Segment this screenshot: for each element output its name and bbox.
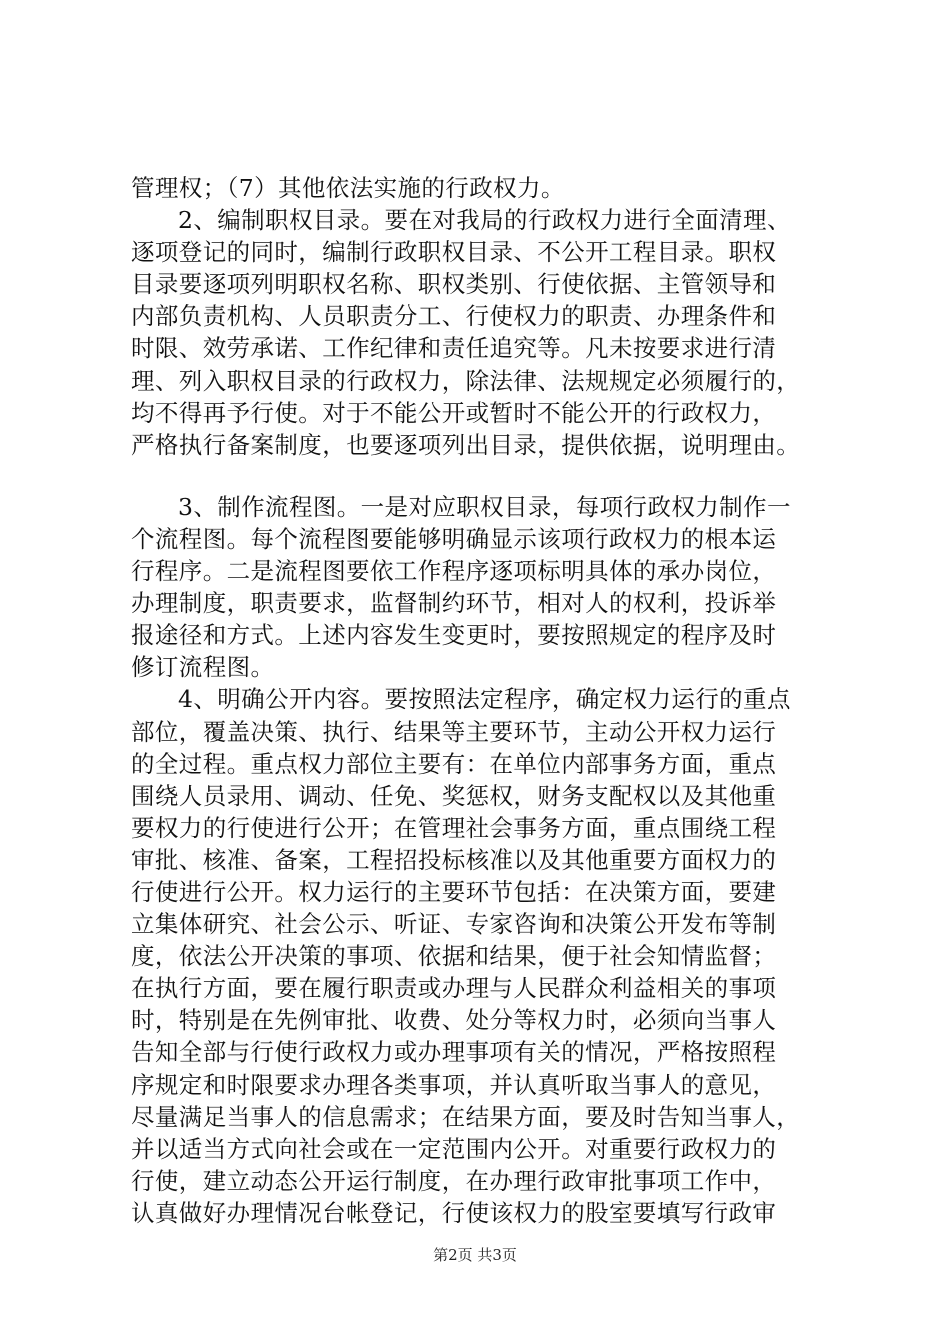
paragraph xyxy=(131,204,845,461)
text-line: 目录要逐项列明职权名称、职权类别、行使依据、主管领导和 xyxy=(131,270,777,299)
text-line: 3、制作流程图。一是对应职权目录，每项行政权力制作一 xyxy=(178,492,791,521)
text-line: 管理权；（7）其他依法实施的行政权力。 xyxy=(131,174,565,202)
text-line: 认真做好办理情况台帐登记，行使该权力的股室要填写行政审 xyxy=(131,1198,777,1227)
text-line: 时限、效劳承诺、工作纪律和责任追究等。凡未按要求进行清 xyxy=(131,334,777,363)
text-line: 办理制度，职责要求，监督制约环节，相对人的权利，投诉举 xyxy=(131,589,777,618)
text-line: 要权力的行使进行公开；在管理社会事务方面，重点围绕工程 xyxy=(131,813,777,842)
text-line: 审批、核准、备案，工程招投标核准以及其他重要方面权力的 xyxy=(131,845,777,874)
text-line: 4、明确公开内容。要按照法定程序，确定权力运行的重点 xyxy=(178,685,791,714)
text-line: 严格执行备案制度，也要逐项列出目录，提供依据，说明理由。 xyxy=(131,430,801,459)
text-line: 尽量满足当事人的信息需求；在结果方面，要及时告知当事人， xyxy=(131,1102,801,1131)
paragraph-spacer xyxy=(131,461,845,491)
text-line: 立集体研究、社会公示、听证、专家咨询和决策公开发布等制 xyxy=(131,910,777,939)
page-footer: 第2页 共3页 xyxy=(433,1246,517,1264)
paragraph xyxy=(131,491,845,684)
paragraph xyxy=(131,683,845,1229)
text-line: 告知全部与行使行政权力或办理事项有关的情况，严格按照程 xyxy=(131,1038,777,1067)
text-line: 均不得再予行使。对于不能公开或暂时不能公开的行政权力， xyxy=(131,398,777,427)
text-line: 2、编制职权目录。要在对我局的行政权力进行全面清理、 xyxy=(178,206,791,235)
text-line: 部位，覆盖决策、执行、结果等主要环节，主动公开权力运行 xyxy=(131,717,777,746)
text-line: 报途径和方式。上述内容发生变更时，要按照规定的程序及时 xyxy=(131,621,777,650)
document-body xyxy=(131,172,845,1229)
text-line: 围绕人员录用、调动、任免、奖惩权，财务支配权以及其他重 xyxy=(131,781,777,810)
text-line: 时，特别是在先例审批、收费、处分等权力时，必须向当事人 xyxy=(131,1006,777,1035)
text-line: 的全过程。重点权力部位主要有：在单位内部事务方面，重点 xyxy=(131,749,777,778)
text-line: 个流程图。每个流程图要能够明确显示该项行政权力的根本运 xyxy=(131,524,777,553)
text-line: 内部负责机构、人员职责分工、行使权力的职责、办理条件和 xyxy=(131,302,777,331)
text-line: 逐项登记的同时，编制行政职权目录、不公开工程目录。职权 xyxy=(131,238,777,267)
text-line: 行使进行公开。权力运行的主要环节包括：在决策方面，要建 xyxy=(131,877,777,906)
text-line: 并以适当方式向社会或在一定范围内公开。对重要行政权力的 xyxy=(131,1134,777,1163)
text-line: 度，依法公开决策的事项、依据和结果，便于社会知情监督； xyxy=(131,942,777,971)
text-line: 修订流程图。 xyxy=(131,653,275,682)
text-line: 理、列入职权目录的行政权力，除法律、法规规定必须履行的， xyxy=(131,366,801,395)
text-line: 行使，建立动态公开运行制度，在办理行政审批事项工作中， xyxy=(131,1166,777,1195)
text-line: 行程序。二是流程图要依工作程序逐项标明具体的承办岗位， xyxy=(131,557,777,586)
text-line: 在执行方面，要在履行职责或办理与人民群众利益相关的事项 xyxy=(131,974,777,1003)
text-line: 序规定和时限要求办理各类事项，并认真听取当事人的意见， xyxy=(131,1070,777,1099)
paragraph xyxy=(131,172,845,204)
